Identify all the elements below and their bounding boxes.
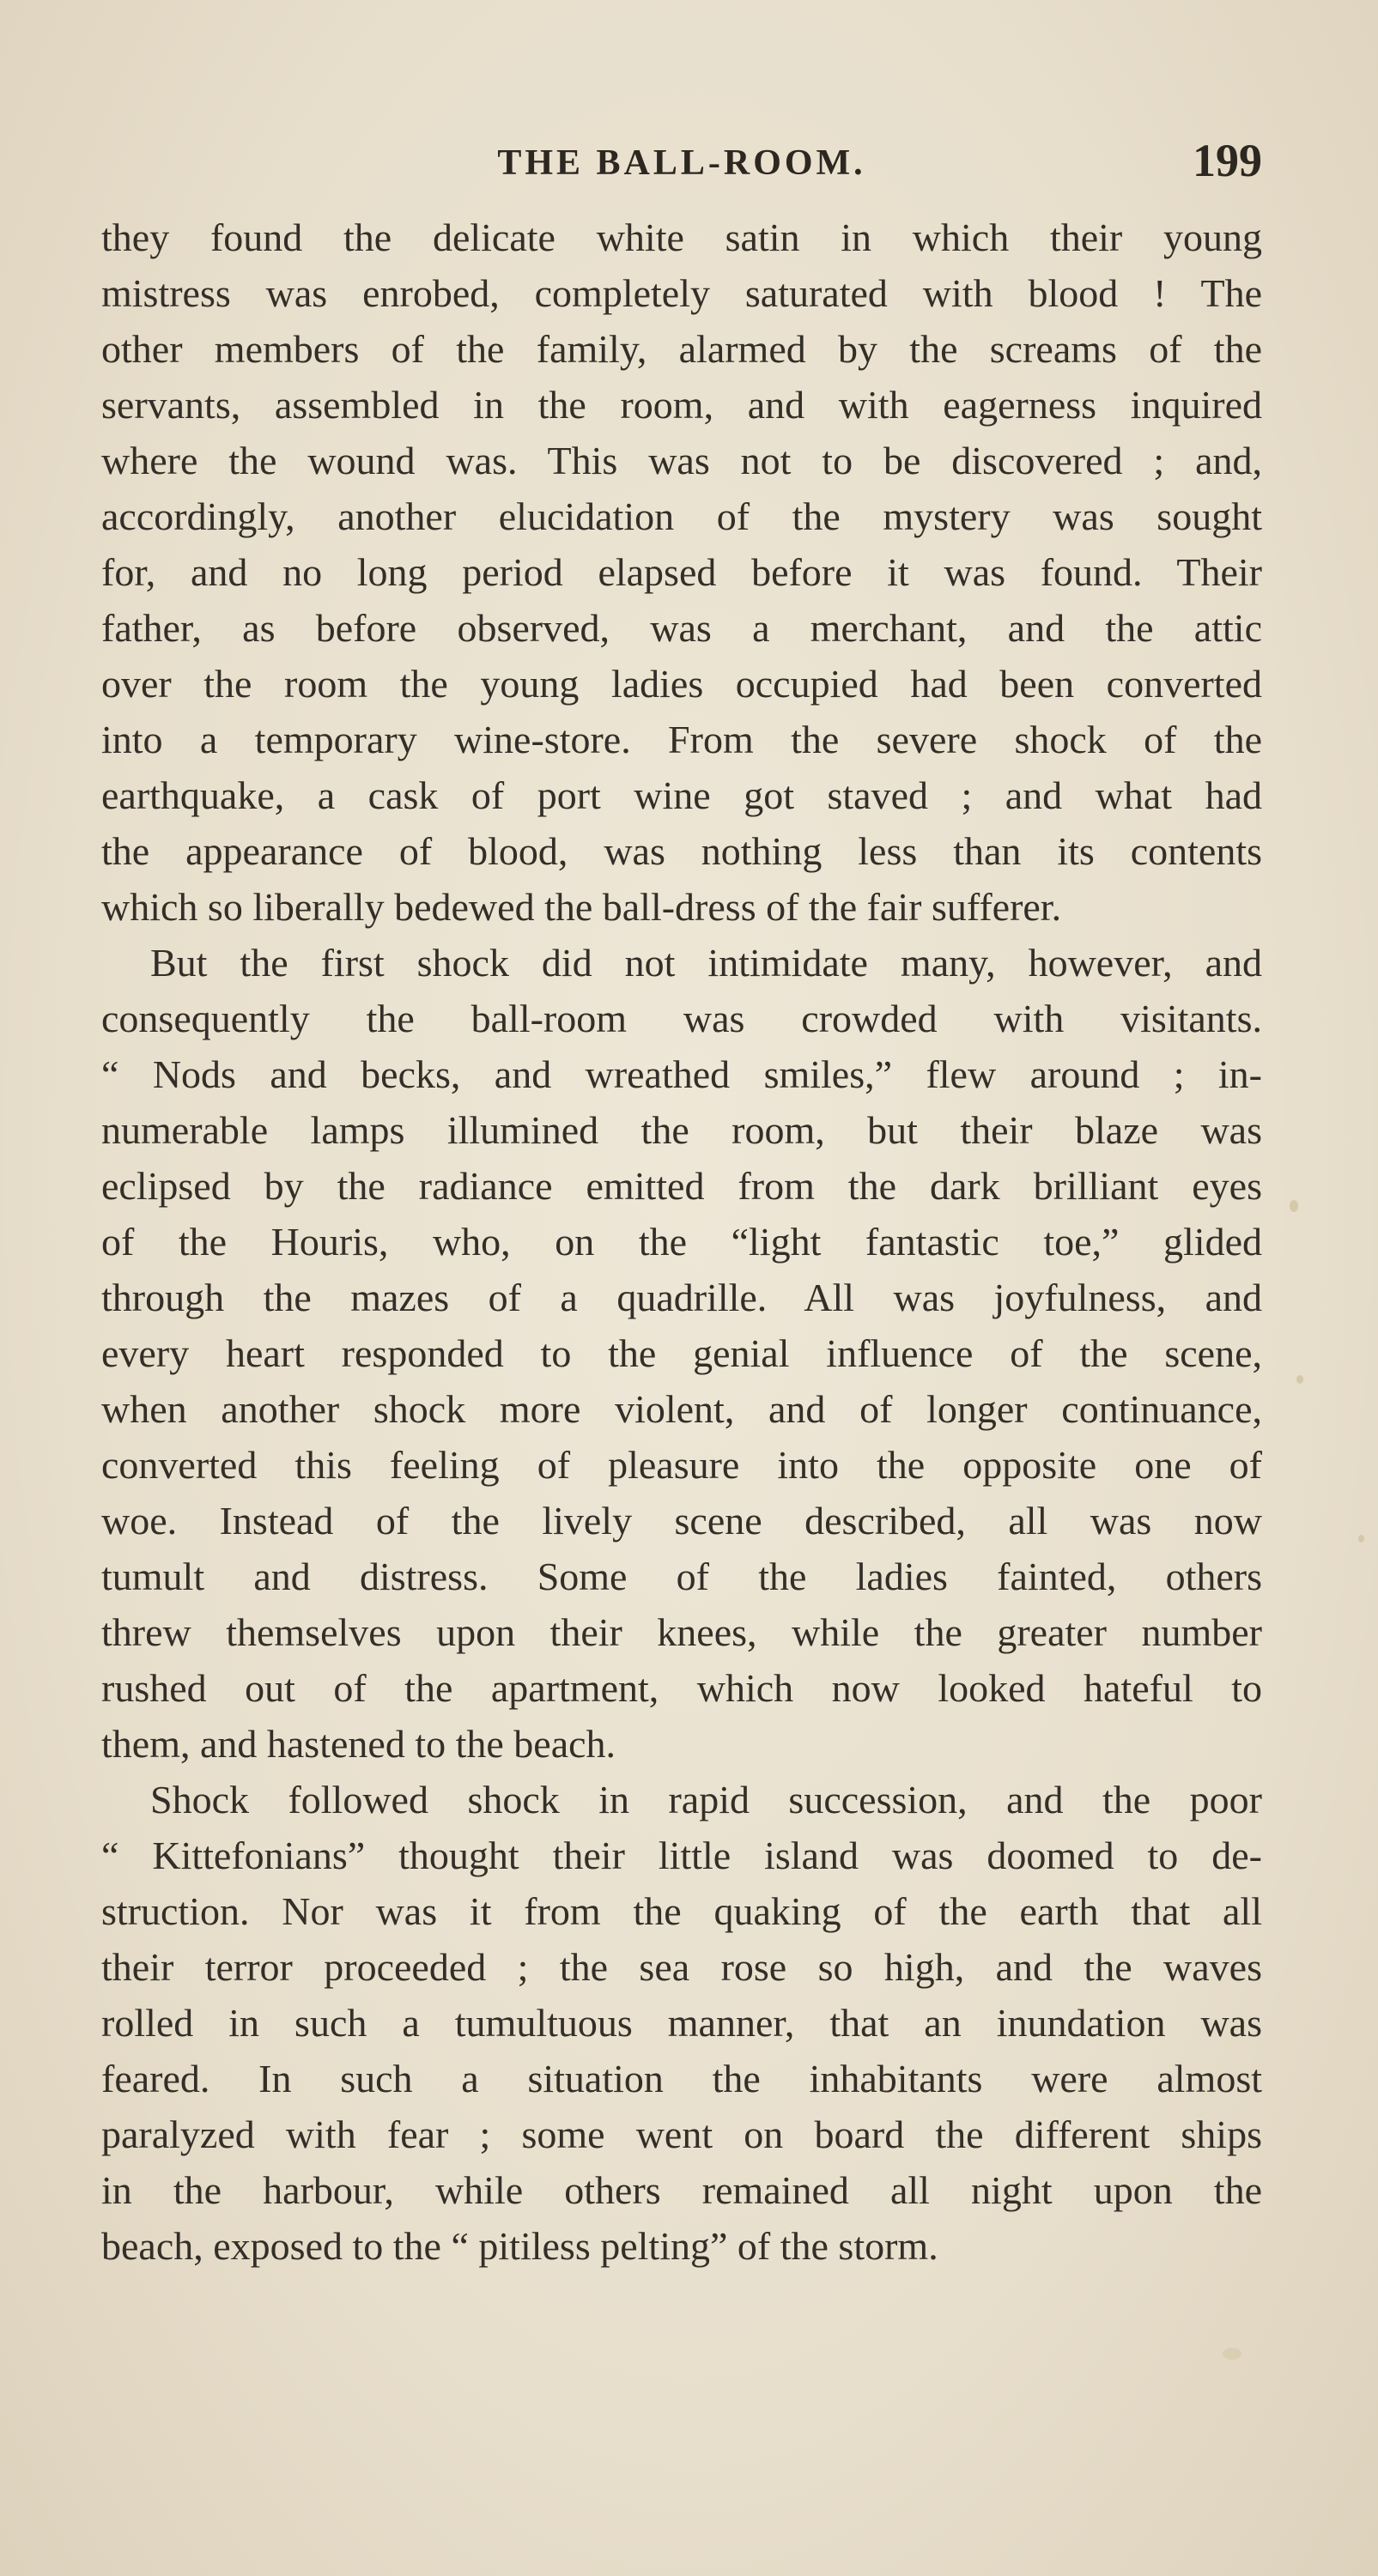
text-line: rushed out of the apartment, which now looked hateful to: [101, 1666, 1262, 1710]
running-head: [101, 134, 1262, 194]
text-line: for, and no long period elapsed before it was found. Their: [101, 550, 1262, 594]
text-line: when another shock more violent, and of longer continuance,: [101, 1387, 1262, 1431]
running-head-title: THE BALL-ROOM.: [497, 143, 866, 183]
text-line: which so liberally bedewed the ball-dress of the fair sufferer.: [101, 885, 1062, 929]
text-line: numerable lamps illumined the room, but their blaze was: [101, 1108, 1262, 1152]
text-line: Shock followed shock in rapid succession, and the poor: [150, 1778, 1262, 1821]
text-line: their terror proceeded ; the sea rose so high, and the waves: [101, 1945, 1262, 1989]
text-line: father, as before observed, was a merchant, and the attic: [101, 606, 1262, 650]
text-line: every heart responded to the genial influence of the scene,: [101, 1331, 1262, 1375]
body-text: [101, 209, 1262, 2274]
paper-stain: [1290, 1200, 1298, 1212]
text-line: the appearance of blood, was nothing less than its contents: [101, 829, 1262, 873]
text-line: they found the delicate white satin in which their young: [101, 215, 1262, 259]
text-line: But the first shock did not intimidate many, however, and: [150, 941, 1262, 985]
text-line: earthquake, a cask of port wine got staved ; and what had: [101, 773, 1262, 817]
paper-stain: [1223, 2348, 1241, 2360]
paper-stain: [1296, 1375, 1303, 1384]
text-line: converted this feeling of pleasure into the opposite one of: [101, 1443, 1262, 1487]
text-line: of the Houris, who, on the “light fantastic toe,” glided: [101, 1220, 1262, 1264]
text-line: paralyzed with fear ; some went on board the different ships: [101, 2112, 1262, 2156]
text-line: “ Kittefonians” thought their little island was doomed to de-: [101, 1834, 1262, 1877]
text-line: “ Nods and becks, and wreathed smiles,” flew around ; in-: [101, 1052, 1262, 1096]
text-line: accordingly, another elucidation of the mystery was sought: [101, 494, 1262, 538]
text-line: consequently the ball-room was crowded with visitants.: [101, 997, 1262, 1040]
page-number: 199: [1193, 135, 1262, 186]
text-line: feared. In such a situation the inhabitants were almost: [101, 2057, 1262, 2100]
text-line: into a temporary wine-store. From the severe shock of the: [101, 718, 1262, 761]
paper-stain: [1358, 1535, 1364, 1543]
text-line: servants, assembled in the room, and with eagerness inquired: [101, 383, 1262, 427]
paragraph-3: [101, 1772, 1262, 2274]
text-line: other members of the family, alarmed by the screams of the: [101, 327, 1262, 371]
text-line: eclipsed by the radiance emitted from the dark brilliant eyes: [101, 1164, 1262, 1208]
paragraph-2: [101, 935, 1262, 1772]
text-line: beach, exposed to the “ pitiless pelting” of the storm.: [101, 2224, 938, 2268]
text-line: rolled in such a tumultuous manner, that an inundation was: [101, 2001, 1262, 2045]
text-line: struction. Nor was it from the quaking of the earth that all: [101, 1889, 1262, 1933]
text-line: woe. Instead of the lively scene described, all was now: [101, 1499, 1262, 1543]
text-line: tumult and distress. Some of the ladies fainted, others: [101, 1555, 1262, 1598]
text-line: threw themselves upon their knees, while the greater number: [101, 1610, 1262, 1654]
text-line: them, and hastened to the beach.: [101, 1722, 616, 1766]
text-line: through the mazes of a quadrille. All was joyfulness, and: [101, 1276, 1262, 1319]
paragraph-1: [101, 209, 1262, 935]
text-line: in the harbour, while others remained all night upon the: [101, 2168, 1262, 2212]
text-line: mistress was enrobed, completely saturated with blood ! The: [101, 271, 1262, 315]
text-line: over the room the young ladies occupied had been converted: [101, 662, 1262, 706]
text-line: where the wound was. This was not to be discovered ; and,: [101, 439, 1262, 482]
